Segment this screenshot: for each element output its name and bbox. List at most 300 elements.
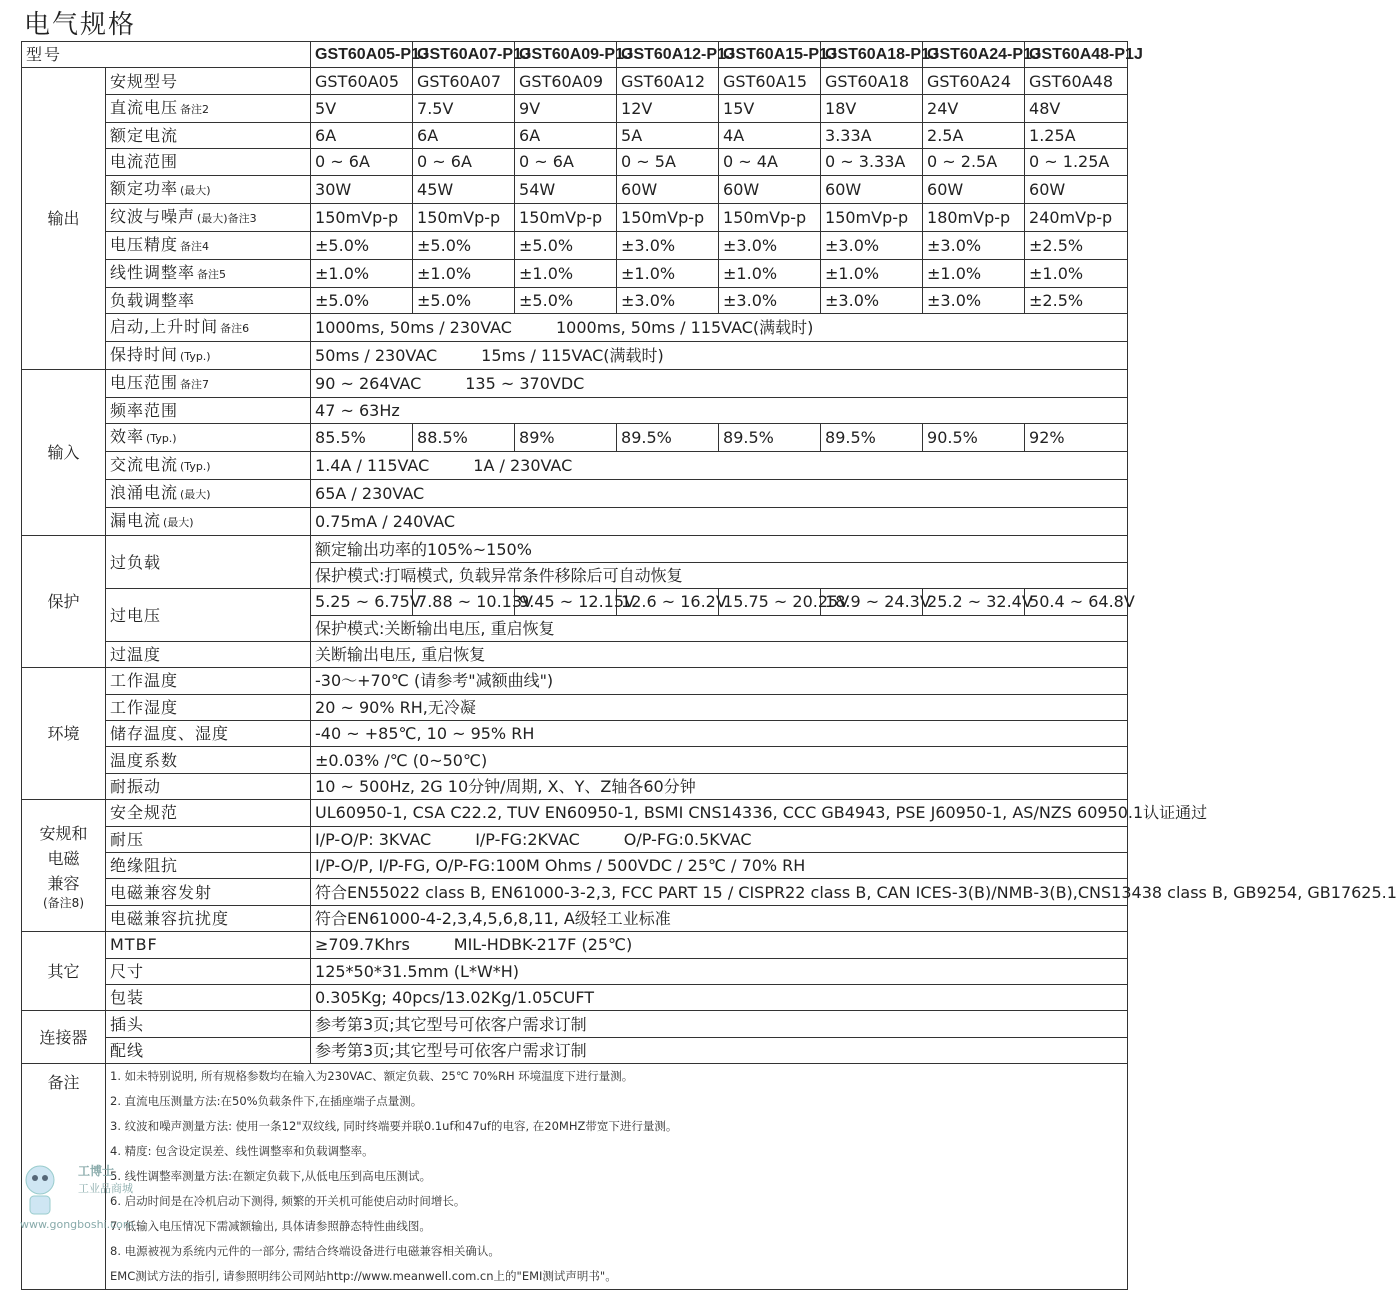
row-label bbox=[106, 932, 311, 958]
value-text: 47 ~ 63Hz bbox=[315, 401, 400, 421]
value-cell: ±3.0% bbox=[923, 287, 1025, 313]
notes-list bbox=[106, 1064, 1128, 1290]
value-cell: ±1.0% bbox=[413, 259, 515, 287]
value-cell bbox=[311, 641, 1128, 667]
value-text: 1000ms, 50ms / 115VAC(满载时) bbox=[555, 317, 814, 337]
row-label bbox=[106, 984, 311, 1010]
model-name: GST60A18-P1J bbox=[821, 42, 923, 68]
value-cell bbox=[311, 341, 1128, 369]
watermark-logo bbox=[20, 1160, 140, 1235]
value-cell bbox=[311, 369, 1128, 397]
value-cell bbox=[311, 879, 1397, 905]
row-label-text: 额定电流 bbox=[110, 125, 179, 145]
value-text: 90 ~ 264VAC bbox=[315, 373, 422, 393]
value-cell: 9.45 ~ 12.15V bbox=[515, 589, 617, 615]
value-text: I/P-O/P: 3KVAC bbox=[315, 829, 432, 849]
table-row bbox=[22, 773, 1128, 799]
row-label bbox=[106, 589, 311, 642]
value-text: 0.75mA / 240VAC bbox=[315, 512, 456, 532]
row-label-note: (最大) bbox=[163, 516, 194, 530]
row-label-text: 过负载 bbox=[110, 552, 162, 572]
value-cell: 5A bbox=[617, 122, 719, 148]
value-cell: GST60A18 bbox=[821, 68, 923, 94]
table-row bbox=[22, 397, 1128, 423]
value-cell bbox=[311, 397, 1128, 423]
value-cell: 30W bbox=[311, 175, 413, 203]
table-row bbox=[22, 905, 1128, 931]
watermark-brand: 工博士 bbox=[78, 1164, 115, 1178]
table-row bbox=[22, 1064, 1128, 1290]
row-label bbox=[106, 149, 311, 175]
table-row bbox=[22, 984, 1128, 1010]
row-label-text: 启动,上升时间 bbox=[110, 316, 219, 336]
table-row bbox=[22, 879, 1128, 905]
row-label-note: (最大) bbox=[180, 488, 211, 502]
table-row bbox=[22, 853, 1128, 879]
table-row bbox=[22, 694, 1128, 720]
row-label bbox=[106, 879, 311, 905]
row-label bbox=[106, 694, 311, 720]
value-cell: ±5.0% bbox=[515, 287, 617, 313]
value-cell bbox=[311, 905, 1128, 931]
value-cell: ±3.0% bbox=[719, 287, 821, 313]
table-row bbox=[22, 313, 1128, 341]
model-name: GST60A15-P1J bbox=[719, 42, 821, 68]
table-row bbox=[22, 958, 1128, 984]
row-label-text: 耐压 bbox=[110, 829, 145, 849]
table-row bbox=[22, 341, 1128, 369]
row-label bbox=[106, 1037, 311, 1063]
row-label bbox=[106, 369, 311, 397]
value-text: 保护模式:打嗝模式, 负载异常条件移除后可自动恢复 bbox=[315, 565, 683, 585]
table-row bbox=[22, 287, 1128, 313]
value-cell: 89% bbox=[515, 424, 617, 452]
value-text: 65A / 230VAC bbox=[315, 484, 425, 504]
category-note: (备注8) bbox=[43, 896, 84, 911]
row-label-note: 备注6 bbox=[220, 321, 250, 335]
value-cell: 60W bbox=[617, 175, 719, 203]
value-cell: ±1.0% bbox=[311, 259, 413, 287]
note-item: 5. 线性调整率测量方法:在额定负载下,从低电压到高电压测试。 bbox=[110, 1169, 432, 1184]
row-label-text: 工作温度 bbox=[110, 671, 179, 691]
category-output: 输出 bbox=[22, 68, 106, 370]
value-cell: 25.2 ~ 32.4V bbox=[923, 589, 1025, 615]
row-label bbox=[106, 668, 311, 694]
robot-icon bbox=[20, 1160, 60, 1220]
category-protection: 保护 bbox=[22, 536, 106, 668]
table-row bbox=[22, 932, 1128, 958]
value-text: I/P-FG:2KVAC bbox=[475, 829, 580, 849]
row-label-text: 尺寸 bbox=[110, 961, 145, 981]
row-label-text: 工作湿度 bbox=[110, 697, 179, 717]
table-row bbox=[22, 203, 1128, 231]
value-text: 1000ms, 50ms / 230VAC bbox=[315, 317, 512, 337]
value-cell: 18V bbox=[821, 94, 923, 122]
value-cell: 6A bbox=[311, 122, 413, 148]
row-label bbox=[106, 452, 311, 480]
row-label-text: MTBF bbox=[110, 935, 158, 955]
value-text: 额定输出功率的105%~150% bbox=[315, 539, 532, 559]
value-cell: 0 ~ 3.33A bbox=[821, 149, 923, 175]
row-label bbox=[106, 122, 311, 148]
row-label bbox=[106, 397, 311, 423]
value-text: 0.305Kg; 40pcs/13.02Kg/1.05CUFT bbox=[315, 988, 595, 1008]
value-cell: 150mVp-p bbox=[617, 203, 719, 231]
row-label-text: 效率 bbox=[110, 427, 145, 447]
table-row bbox=[22, 231, 1128, 259]
value-text: 参考第3页;其它型号可依客户需求订制 bbox=[315, 1040, 587, 1060]
value-cell: ±2.5% bbox=[1025, 231, 1128, 259]
row-label bbox=[106, 536, 311, 589]
table-row bbox=[22, 536, 1128, 562]
value-text: I/P-O/P, I/P-FG, O/P-FG:100M Ohms / 500VDC / 25℃ / 70% RH bbox=[315, 856, 806, 876]
value-cell: 150mVp-p bbox=[515, 203, 617, 231]
value-text: 关断输出电压, 重启恢复 bbox=[315, 645, 486, 665]
table-row bbox=[22, 480, 1128, 508]
row-label-text: 电流范围 bbox=[110, 152, 179, 172]
value-cell: ±3.0% bbox=[617, 287, 719, 313]
row-label-note: 备注4 bbox=[180, 239, 210, 253]
value-cell bbox=[311, 826, 1128, 852]
row-label-text: 电压精度 bbox=[110, 234, 179, 254]
row-label-text: 安全规范 bbox=[110, 803, 179, 823]
row-label bbox=[106, 287, 311, 313]
table-row bbox=[22, 589, 1128, 615]
value-cell: 0 ~ 6A bbox=[413, 149, 515, 175]
row-label bbox=[106, 773, 311, 799]
page-title: 电气规格 bbox=[24, 10, 137, 40]
value-cell bbox=[311, 1037, 1128, 1063]
model-name: GST60A07-P1J bbox=[413, 42, 515, 68]
category-line: 电磁 bbox=[47, 849, 80, 869]
row-label-text: 漏电流 bbox=[110, 511, 162, 531]
value-cell: GST60A24 bbox=[923, 68, 1025, 94]
value-cell: 5.25 ~ 6.75V bbox=[311, 589, 413, 615]
note-item: 6. 启动时间是在冷机启动下测得, 频繁的开关机可能使启动时间增长。 bbox=[110, 1194, 466, 1209]
value-cell: ±3.0% bbox=[821, 287, 923, 313]
value-cell: 6A bbox=[515, 122, 617, 148]
row-label-note: 备注2 bbox=[180, 102, 210, 116]
table-row bbox=[22, 424, 1128, 452]
value-cell: 50.4 ~ 64.8V bbox=[1025, 589, 1128, 615]
table-row bbox=[22, 452, 1128, 480]
category-notes: 备注 bbox=[22, 1064, 106, 1290]
row-label bbox=[106, 641, 311, 667]
value-text: O/P-FG:0.5KVAC bbox=[623, 829, 752, 849]
table-row bbox=[22, 641, 1128, 667]
value-cell: 89.5% bbox=[617, 424, 719, 452]
value-cell: GST60A09 bbox=[515, 68, 617, 94]
value-cell: 45W bbox=[413, 175, 515, 203]
row-label-text: 频率范围 bbox=[110, 401, 179, 421]
value-cell: ±3.0% bbox=[617, 231, 719, 259]
value-cell bbox=[311, 694, 1128, 720]
value-cell: ±2.5% bbox=[1025, 287, 1128, 313]
row-label-text: 纹波与噪声 bbox=[110, 206, 196, 226]
category-connector: 连接器 bbox=[22, 1011, 106, 1064]
category-line: 兼容 bbox=[47, 874, 80, 894]
value-cell: 180mVp-p bbox=[923, 203, 1025, 231]
watermark-sub: 工业品商城 bbox=[78, 1182, 133, 1195]
row-label-note: 备注7 bbox=[180, 377, 210, 391]
value-cell: 0 ~ 1.25A bbox=[1025, 149, 1128, 175]
row-label-text: 安规型号 bbox=[110, 71, 179, 91]
value-cell bbox=[311, 452, 1128, 480]
row-label-text: 负载调整率 bbox=[110, 290, 196, 310]
row-label bbox=[106, 94, 311, 122]
row-label-note: 备注5 bbox=[197, 267, 227, 281]
value-cell bbox=[311, 313, 1128, 341]
row-label-text: 电磁兼容抗扰度 bbox=[110, 909, 230, 928]
value-text: 参考第3页;其它型号可依客户需求订制 bbox=[315, 1014, 587, 1034]
note-item: 7. 低输入电压情况下需减额输出, 具体请参照静态特性曲线图。 bbox=[110, 1219, 431, 1234]
value-cell: 54W bbox=[515, 175, 617, 203]
row-label-text: 浪涌电流 bbox=[110, 483, 179, 503]
value-text: 135 ~ 370VDC bbox=[465, 373, 585, 393]
value-cell: 60W bbox=[719, 175, 821, 203]
value-cell: 0 ~ 4A bbox=[719, 149, 821, 175]
row-label bbox=[106, 203, 311, 231]
row-label-text: 交流电流 bbox=[110, 455, 179, 475]
row-label bbox=[106, 68, 311, 94]
value-cell: 0 ~ 2.5A bbox=[923, 149, 1025, 175]
value-cell: 24V bbox=[923, 94, 1025, 122]
row-label-text: 绝缘阻抗 bbox=[110, 856, 179, 876]
row-label-note: (最大) bbox=[180, 183, 211, 197]
model-header-label: 型号 bbox=[22, 42, 311, 68]
row-label bbox=[106, 424, 311, 452]
value-cell bbox=[311, 800, 1208, 826]
value-cell bbox=[311, 747, 1128, 773]
table-row bbox=[22, 1011, 1128, 1037]
value-cell bbox=[311, 615, 1128, 641]
row-label bbox=[106, 313, 311, 341]
row-label-note: (Typ.) bbox=[180, 349, 211, 363]
row-label-text: 包装 bbox=[110, 988, 145, 1008]
value-cell: GST60A12 bbox=[617, 68, 719, 94]
value-text: 15ms / 115VAC(满载时) bbox=[481, 345, 664, 365]
row-label-text: 过温度 bbox=[110, 645, 162, 665]
value-cell: ±5.0% bbox=[515, 231, 617, 259]
value-cell: 6A bbox=[413, 122, 515, 148]
spec-table bbox=[21, 41, 1397, 1290]
row-label bbox=[106, 800, 311, 826]
value-text: -30～+70℃ (请参考"减额曲线") bbox=[315, 671, 554, 691]
model-name: GST60A48-P1J bbox=[1025, 42, 1128, 68]
model-name: GST60A12-P1J bbox=[617, 42, 719, 68]
value-cell: 5V bbox=[311, 94, 413, 122]
table-row bbox=[22, 1037, 1128, 1063]
table-row bbox=[22, 721, 1128, 747]
row-label-note: (最大)备注3 bbox=[197, 211, 257, 225]
table-row bbox=[22, 259, 1128, 287]
value-cell: 0 ~ 6A bbox=[311, 149, 413, 175]
value-cell: 92% bbox=[1025, 424, 1128, 452]
value-text: 1A / 230VAC bbox=[473, 456, 573, 476]
value-cell: 12V bbox=[617, 94, 719, 122]
value-text: 符合EN61000-4-2,3,4,5,6,8,11, A级轻工业标准 bbox=[315, 909, 671, 928]
row-label bbox=[106, 341, 311, 369]
value-cell bbox=[311, 958, 1128, 984]
value-cell: 7.88 ~ 10.13V bbox=[413, 589, 515, 615]
value-cell bbox=[311, 773, 1128, 799]
value-text: 20 ~ 90% RH,无冷凝 bbox=[315, 697, 476, 717]
value-text: 保护模式:关断输出电压, 重启恢复 bbox=[315, 618, 555, 638]
value-cell: 150mVp-p bbox=[413, 203, 515, 231]
value-text: 1.4A / 115VAC bbox=[315, 456, 430, 476]
value-cell: 150mVp-p bbox=[821, 203, 923, 231]
value-cell: GST60A07 bbox=[413, 68, 515, 94]
value-cell: 60W bbox=[821, 175, 923, 203]
value-cell: ±5.0% bbox=[413, 287, 515, 313]
value-cell: ±1.0% bbox=[617, 259, 719, 287]
row-label bbox=[106, 231, 311, 259]
value-cell: ±5.0% bbox=[311, 231, 413, 259]
note-item: EMC测试方法的指引, 请参照明纬公司网站http://www.meanwell.com.cn上的"EMI测试声明书"。 bbox=[110, 1269, 617, 1284]
row-label-text: 插头 bbox=[110, 1014, 145, 1034]
note-item: 1. 如未特别说明, 所有规格参数均在输入为230VAC、额定负载、25℃ 70%RH 环境温度下进行量测。 bbox=[110, 1069, 634, 1084]
value-cell: ±3.0% bbox=[821, 231, 923, 259]
value-cell: 150mVp-p bbox=[719, 203, 821, 231]
note-item: 8. 电源被视为系统内元件的一部分, 需结合终端设备进行电磁兼容相关确认。 bbox=[110, 1244, 500, 1259]
row-label-text: 保持时间 bbox=[110, 344, 179, 364]
value-cell: 150mVp-p bbox=[311, 203, 413, 231]
table-row bbox=[22, 94, 1128, 122]
category-others: 其它 bbox=[22, 932, 106, 1011]
row-label-text: 过电压 bbox=[110, 605, 162, 625]
value-text: 10 ~ 500Hz, 2G 10分钟/周期, X、Y、Z轴各60分钟 bbox=[315, 777, 696, 797]
value-cell: ±1.0% bbox=[515, 259, 617, 287]
row-label-text: 电压范围 bbox=[110, 372, 179, 392]
value-cell: ±1.0% bbox=[1025, 259, 1128, 287]
value-text: ±0.03% /℃ (0~50℃) bbox=[315, 750, 488, 770]
value-cell: 48V bbox=[1025, 94, 1128, 122]
value-cell: 60W bbox=[923, 175, 1025, 203]
value-cell: ±3.0% bbox=[923, 231, 1025, 259]
value-cell: ±1.0% bbox=[719, 259, 821, 287]
value-cell: 12.6 ~ 16.2V bbox=[617, 589, 719, 615]
table-row bbox=[22, 369, 1128, 397]
value-text: 50ms / 230VAC bbox=[315, 345, 438, 365]
watermark-url: www.gongboshi.com bbox=[20, 1218, 134, 1231]
value-cell bbox=[311, 562, 1128, 588]
value-cell: ±1.0% bbox=[923, 259, 1025, 287]
value-cell: 15.75 ~ 20.25V bbox=[719, 589, 821, 615]
value-cell bbox=[311, 1011, 1128, 1037]
value-cell: 7.5V bbox=[413, 94, 515, 122]
value-text: 125*50*31.5mm (L*W*H) bbox=[315, 961, 520, 981]
row-label bbox=[106, 259, 311, 287]
category-safety-emc bbox=[22, 800, 106, 932]
value-cell bbox=[311, 853, 1128, 879]
value-cell bbox=[311, 536, 1128, 562]
row-label-text: 储存温度、湿度 bbox=[110, 724, 230, 744]
table-row bbox=[22, 68, 1128, 94]
row-label-note: (Typ.) bbox=[180, 460, 211, 474]
model-name: GST60A24-P1J bbox=[923, 42, 1025, 68]
value-cell: 4A bbox=[719, 122, 821, 148]
row-label bbox=[106, 175, 311, 203]
value-text: ≥709.7Khrs bbox=[315, 935, 410, 955]
value-cell: 89.5% bbox=[719, 424, 821, 452]
value-cell: GST60A05 bbox=[311, 68, 413, 94]
note-item: 4. 精度: 包含设定误差、线性调整率和负载调整率。 bbox=[110, 1144, 374, 1159]
row-label bbox=[106, 721, 311, 747]
value-cell: 60W bbox=[1025, 175, 1128, 203]
model-name: GST60A09-P1J bbox=[515, 42, 617, 68]
value-cell: 88.5% bbox=[413, 424, 515, 452]
value-cell: ±3.0% bbox=[719, 231, 821, 259]
value-cell: 0 ~ 5A bbox=[617, 149, 719, 175]
row-label-note: (Typ.) bbox=[146, 432, 177, 446]
row-label-text: 直流电压 bbox=[110, 97, 179, 117]
value-cell: 18.9 ~ 24.3V bbox=[821, 589, 923, 615]
category-input: 输入 bbox=[22, 369, 106, 535]
model-name: GST60A05-P1J bbox=[311, 42, 413, 68]
value-cell bbox=[311, 668, 1128, 694]
value-cell: 85.5% bbox=[311, 424, 413, 452]
row-label-text: 电磁兼容发射 bbox=[110, 882, 213, 902]
category-environment: 环境 bbox=[22, 668, 106, 800]
row-label bbox=[106, 826, 311, 852]
table-row bbox=[22, 508, 1128, 536]
row-label bbox=[106, 905, 311, 931]
value-cell: 15V bbox=[719, 94, 821, 122]
row-label-text: 配线 bbox=[110, 1040, 145, 1060]
category-line: 安规和 bbox=[39, 824, 88, 844]
table-row bbox=[22, 747, 1128, 773]
row-label-text: 额定功率 bbox=[110, 178, 179, 198]
value-cell: ±5.0% bbox=[311, 287, 413, 313]
value-cell bbox=[311, 721, 1128, 747]
row-label-text: 线性调整率 bbox=[110, 262, 196, 282]
note-item: 2. 直流电压测量方法:在50%负载条件下,在插座端子点量测。 bbox=[110, 1094, 423, 1109]
value-text: MIL-HDBK-217F (25℃) bbox=[453, 935, 633, 955]
table-row bbox=[22, 149, 1128, 175]
table-row bbox=[22, 668, 1128, 694]
value-text: -40 ~ +85℃, 10 ~ 95% RH bbox=[315, 724, 535, 744]
value-cell: 2.5A bbox=[923, 122, 1025, 148]
row-label bbox=[106, 747, 311, 773]
value-cell: ±5.0% bbox=[413, 231, 515, 259]
row-label bbox=[106, 480, 311, 508]
value-cell: 9V bbox=[515, 94, 617, 122]
row-label bbox=[106, 508, 311, 536]
row-label-text: 温度系数 bbox=[110, 750, 179, 770]
row-label bbox=[106, 1011, 311, 1037]
value-cell: GST60A48 bbox=[1025, 68, 1128, 94]
note-item: 3. 纹波和噪声测量方法: 使用一条12"双纹线, 同时终端要并联0.1uf和47uf的电容, 在20MHZ带宽下进行量测。 bbox=[110, 1119, 678, 1134]
value-cell bbox=[311, 984, 1128, 1010]
table-row bbox=[22, 122, 1128, 148]
value-cell: 89.5% bbox=[821, 424, 923, 452]
row-label bbox=[106, 958, 311, 984]
table-row bbox=[22, 175, 1128, 203]
value-cell bbox=[311, 508, 1128, 536]
value-cell: 240mVp-p bbox=[1025, 203, 1128, 231]
value-cell bbox=[311, 932, 1128, 958]
value-cell: ±1.0% bbox=[821, 259, 923, 287]
value-cell: 1.25A bbox=[1025, 122, 1128, 148]
value-text: UL60950-1, CSA C22.2, TUV EN60950-1, BSMI CNS14336, CCC GB4943, PSE J60950-1, AS/NZS 60950.1认证通过 bbox=[315, 803, 1208, 823]
row-label bbox=[106, 853, 311, 879]
row-label-text: 耐振动 bbox=[110, 777, 162, 797]
table-row bbox=[22, 42, 1128, 68]
value-cell: 90.5% bbox=[923, 424, 1025, 452]
value-cell: 3.33A bbox=[821, 122, 923, 148]
value-cell: 0 ~ 6A bbox=[515, 149, 617, 175]
table-row bbox=[22, 826, 1128, 852]
